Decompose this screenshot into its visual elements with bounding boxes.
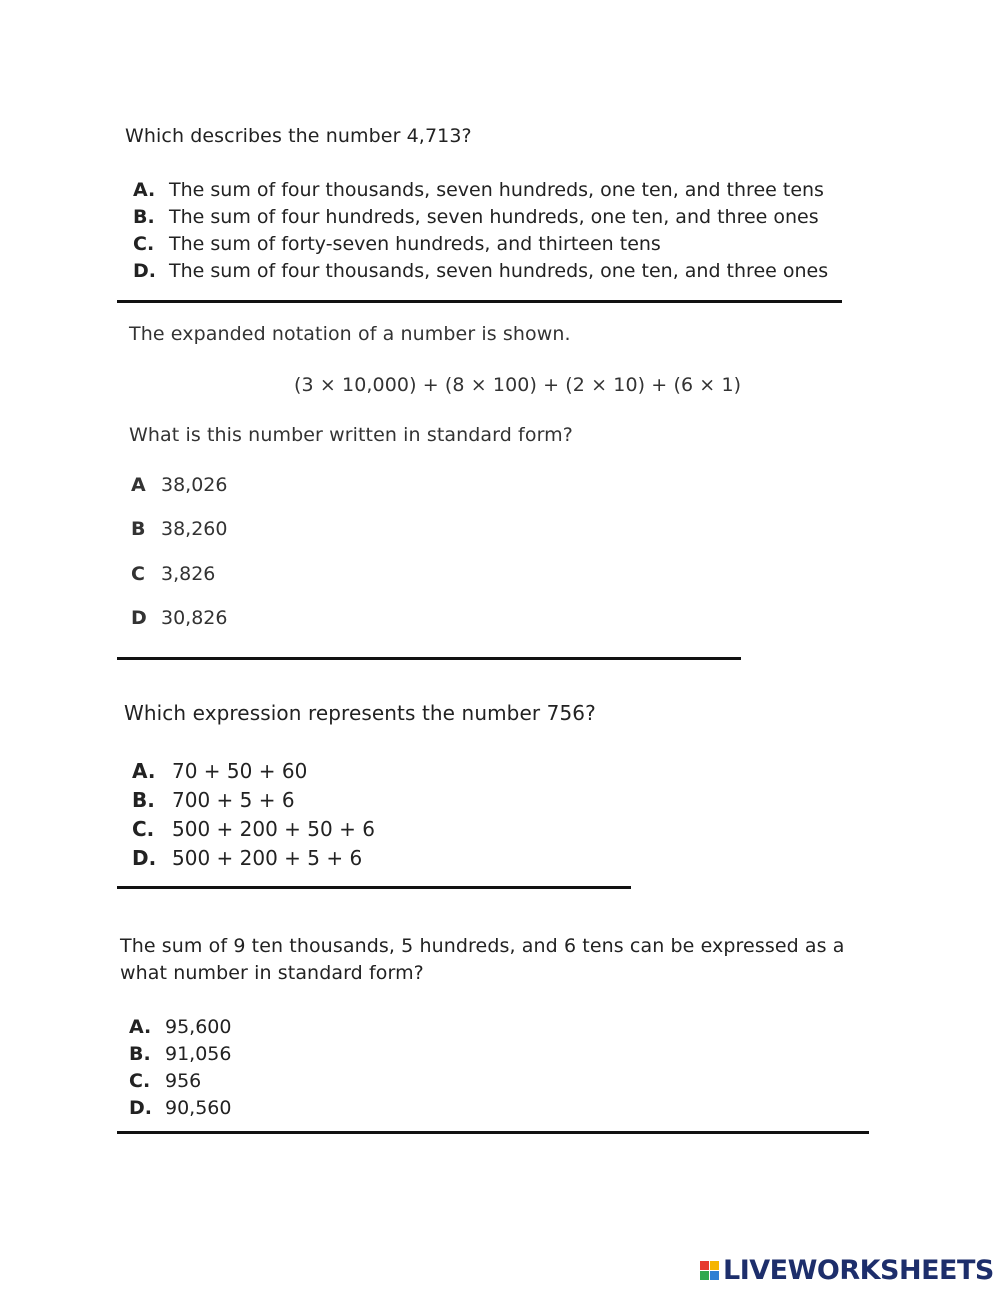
question-2-prompt: What is this number written in standard form? bbox=[129, 424, 573, 446]
question-2-option-a[interactable]: A 38,026 bbox=[131, 474, 228, 496]
question-4-option-c[interactable]: C. 956 bbox=[129, 1070, 202, 1092]
logo-mark-cell bbox=[700, 1261, 709, 1270]
question-4-option-a[interactable]: A. 95,600 bbox=[129, 1016, 232, 1038]
question-2-divider bbox=[117, 657, 741, 660]
question-4-option-d[interactable]: D. 90,560 bbox=[129, 1097, 232, 1119]
question-3-prompt: Which expression represents the number 756? bbox=[124, 701, 596, 725]
question-3-divider bbox=[117, 886, 631, 889]
logo-mark-icon bbox=[700, 1261, 719, 1280]
logo-mark-cell bbox=[710, 1271, 719, 1280]
question-4-prompt-line1: The sum of 9 ten thousands, 5 hundreds, and 6 tens can be expressed as a bbox=[120, 935, 845, 957]
question-1-prompt: Which describes the number 4,713? bbox=[125, 125, 472, 147]
question-4-prompt-line2: what number in standard form? bbox=[120, 962, 424, 984]
question-2-intro: The expanded notation of a number is shown. bbox=[129, 323, 571, 345]
logo-mark-cell bbox=[700, 1271, 709, 1280]
question-1-option-c[interactable]: C. The sum of forty-seven hundreds, and thirteen tens bbox=[133, 233, 661, 255]
question-1-option-a[interactable]: A. The sum of four thousands, seven hundreds, one ten, and three tens bbox=[133, 179, 824, 201]
logo-mark-cell bbox=[710, 1261, 719, 1270]
question-3-option-a[interactable]: A. 70 + 50 + 60 bbox=[132, 759, 308, 783]
logo-text: LIVEWORKSHEETS bbox=[723, 1254, 994, 1286]
question-2-option-b[interactable]: B 38,260 bbox=[131, 518, 228, 540]
question-2-formula: (3 × 10,000) + (8 × 100) + (2 × 10) + (6 × 1) bbox=[294, 374, 742, 396]
question-3-option-c[interactable]: C. 500 + 200 + 50 + 6 bbox=[132, 817, 375, 841]
question-4-option-b[interactable]: B. 91,056 bbox=[129, 1043, 232, 1065]
question-2-option-d[interactable]: D 30,826 bbox=[131, 607, 228, 629]
question-3-option-b[interactable]: B. 700 + 5 + 6 bbox=[132, 788, 295, 812]
question-1-option-d[interactable]: D. The sum of four thousands, seven hundreds, one ten, and three ones bbox=[133, 260, 829, 282]
question-4-divider bbox=[117, 1131, 869, 1134]
liveworksheets-logo bbox=[700, 1255, 994, 1285]
question-1-option-b[interactable]: B. The sum of four hundreds, seven hundreds, one ten, and three ones bbox=[133, 206, 819, 228]
question-3-option-d[interactable]: D. 500 + 200 + 5 + 6 bbox=[132, 846, 363, 870]
question-2-option-c[interactable]: C 3,826 bbox=[131, 563, 216, 585]
question-1-divider bbox=[117, 300, 842, 303]
